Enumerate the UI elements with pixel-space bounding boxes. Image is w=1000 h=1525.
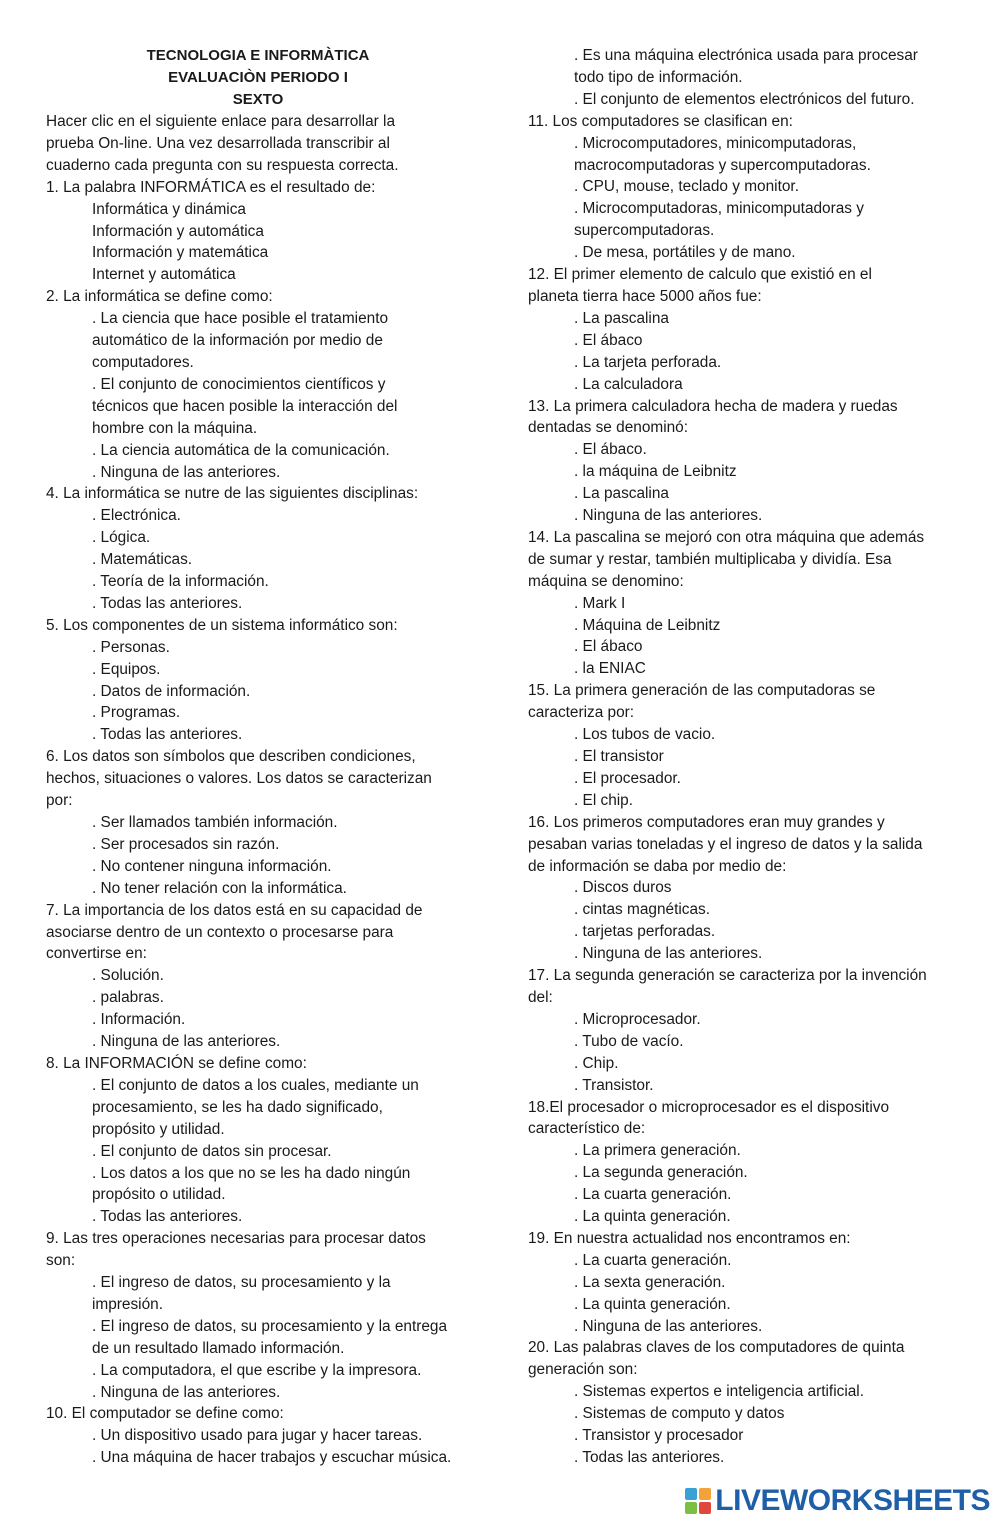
answer-option: . El procesador. (574, 769, 681, 787)
answer-option: . Ninguna de las anteriores. (574, 1317, 763, 1335)
answer-option: . Discos duros (574, 879, 672, 897)
answer-option: . Ninguna de las anteriores. (574, 945, 763, 963)
answer-option: . Datos de información. (92, 682, 251, 700)
answer-option: . Matemáticas. (92, 551, 193, 569)
answer-option: . Todas las anteriores. (574, 1449, 725, 1466)
answer-option: automático de la información por medio de (92, 332, 383, 350)
answer-option: Información y matemática (92, 244, 269, 262)
answer-option: . Solución. (92, 967, 164, 985)
answer-option: propósito o utilidad. (92, 1186, 226, 1204)
question-line: convertirse en: (46, 945, 147, 963)
answer-option: . Todas las anteriores. (92, 726, 243, 744)
instruction-line: Hacer clic en el siguiente enlace para desarrollar la (46, 113, 396, 130)
answer-option: . El transistor (574, 748, 664, 765)
header-evaluation: EVALUACIÒN PERIODO I (168, 69, 348, 86)
answer-option: de un resultado llamado información. (92, 1339, 345, 1357)
question-line: 6. Los datos son símbolos que describen condiciones, (46, 748, 416, 766)
answer-option: . palabras. (92, 989, 164, 1007)
answer-option: macrocomputadoras y supercomputadoras. (574, 156, 871, 174)
answer-option: . La calculadora (574, 375, 683, 393)
answer-option: . Los datos a los que no se les ha dado ningún (92, 1164, 411, 1182)
left-column (46, 45, 486, 1469)
question-line: 7. La importancia de los datos está en su capacidad de (46, 901, 423, 919)
right-column (528, 45, 978, 1469)
answer-option: . Sistemas expertos e inteligencia artificial. (574, 1383, 864, 1401)
answer-option: . Todas las anteriores. (92, 594, 243, 612)
header-subject: TECNOLOGIA E INFORMÀTICA (146, 47, 370, 64)
question-line: 13. La primera calculadora hecha de madera y ruedas (528, 397, 898, 415)
answer-option: . Ninguna de las anteriores. (574, 507, 763, 525)
question-line: del: (528, 988, 553, 1006)
answer-option: propósito y utilidad. (92, 1120, 225, 1138)
answer-option: . Ninguna de las anteriores. (92, 1033, 281, 1051)
logo-text: LIVEWORKSHEETS (715, 1484, 990, 1518)
instructions (46, 111, 486, 177)
answer-option: . La segunda generación. (574, 1164, 748, 1182)
answer-option: . La primera generación. (574, 1142, 741, 1160)
answer-option: supercomputadoras. (574, 222, 715, 240)
question-line: característico de: (528, 1120, 646, 1138)
liveworksheets-logo-icon (685, 1488, 711, 1514)
instruction-line: prueba On-line. Una vez desarrollada transcribir al (46, 134, 390, 152)
answer-option: . Transistor. (574, 1076, 654, 1094)
answer-option: . La cuarta generación. (574, 1251, 732, 1269)
question-line: hechos, situaciones o valores. Los datos se caracterizan (46, 770, 432, 788)
question-line: 16. Los primeros computadores eran muy grandes y (528, 813, 885, 831)
answer-option: . El ábaco (574, 638, 643, 656)
answer-option: . La computadora, el que escribe y la impresora. (92, 1361, 422, 1379)
question-line: 18.El procesador o microprocesador es el dispositivo (528, 1098, 890, 1116)
answer-option: . Todas las anteriores. (92, 1208, 243, 1226)
question-line: 20. Las palabras claves de los computadores de quinta (528, 1339, 905, 1357)
answer-option: . El conjunto de datos sin procesar. (92, 1142, 332, 1160)
answer-option: . la máquina de Leibnitz (574, 463, 737, 481)
question-line: planeta tierra hace 5000 años fue: (528, 287, 762, 305)
question-line: de información se daba por medio de: (528, 857, 787, 875)
answer-option: . Los tubos de vacio. (574, 726, 716, 744)
question-line: 4. La informática se nutre de las siguientes disciplinas: (46, 485, 419, 503)
answer-option: . El ábaco (574, 331, 643, 349)
answer-option: . Microprocesador. (574, 1010, 701, 1028)
answer-option: . Teoría de la información. (92, 573, 269, 591)
answer-option: . La quinta generación. (574, 1208, 731, 1226)
answer-option: . cintas magnéticas. (574, 901, 711, 919)
question-line: son: (46, 1252, 76, 1270)
answer-option: . La tarjeta perforada. (574, 353, 722, 371)
answer-option: . Información. (92, 1011, 186, 1029)
answer-option: . Una máquina de hacer trabajos y escuchar música. (92, 1449, 452, 1467)
question-line: asociarse dentro de un contexto o procesarse para (46, 923, 394, 941)
answer-option: . Transistor y procesador (574, 1427, 744, 1445)
answer-option: . Lógica. (92, 529, 151, 547)
question-line: 2. La informática se define como: (46, 288, 273, 306)
answer-option: . El ingreso de datos, su procesamiento y la (92, 1274, 391, 1292)
answer-option: . El ingreso de datos, su procesamiento y la entrega (92, 1317, 448, 1335)
answer-option: . La ciencia automática de la comunicación. (92, 441, 390, 459)
answer-option: . Mark I (574, 594, 626, 612)
header-grade: SEXTO (232, 91, 284, 108)
answer-option: Información y automática (92, 222, 264, 240)
answer-option: procesamiento, se les ha dado significado, (92, 1098, 383, 1116)
answer-option: . Máquina de Leibnitz (574, 616, 721, 634)
answer-option: todo tipo de información. (574, 68, 743, 86)
answer-option: . Ser procesados sin razón. (92, 835, 280, 853)
answer-option: . Programas. (92, 704, 181, 722)
answer-option: Informática y dinámica (92, 200, 246, 218)
document-header (46, 45, 470, 111)
answer-option: técnicos que hacen posible la interacción del (92, 397, 398, 415)
answer-option: . Microcomputadoras, minicomputadoras y (574, 200, 864, 218)
question-line: 17. La segunda generación se caracteriza por la invención (528, 967, 927, 985)
instruction-line: cuaderno cada pregunta con su respuesta correcta. (46, 156, 399, 174)
answer-option: . Personas. (92, 638, 170, 656)
answer-option: . La quinta generación. (574, 1295, 731, 1313)
question-line: 19. En nuestra actualidad nos encontramos en: (528, 1229, 851, 1247)
answer-option: . La pascalina (574, 485, 669, 503)
answer-option: . Tubo de vacío. (574, 1032, 684, 1050)
answer-option: . Chip. (574, 1054, 619, 1072)
answer-option: . la ENIAC (574, 660, 646, 678)
question-line: 15. La primera generación de las computadoras se (528, 682, 876, 700)
answer-option: . El chip. (574, 791, 634, 809)
question-line: dentadas se denominó: (528, 419, 689, 437)
answer-option: Internet y automática (92, 266, 236, 284)
question-line: 1. La palabra INFORMÁTICA es el resultado de: (46, 178, 376, 196)
right-question-list (528, 45, 978, 1469)
answer-option: . Electrónica. (92, 507, 181, 525)
answer-option: . La sexta generación. (574, 1273, 726, 1291)
answer-option: . La ciencia que hace posible el tratamiento (92, 310, 389, 328)
question-line: 8. La INFORMACIÓN se define como: (46, 1054, 307, 1072)
answer-option: . Un dispositivo usado para jugar y hacer tareas. (92, 1427, 423, 1445)
answer-option: . CPU, mouse, teclado y monitor. (574, 178, 799, 196)
question-line: 10. El computador se define como: (46, 1405, 284, 1423)
question-line: pesaban varias toneladas y el ingreso de datos y la salida (528, 835, 923, 853)
answer-option: . No contener ninguna información. (92, 857, 332, 875)
answer-option: impresión. (92, 1295, 163, 1313)
answer-option: . Es una máquina electrónica usada para procesar (574, 47, 918, 64)
answer-option: . Ninguna de las anteriores. (92, 463, 281, 481)
answer-option: . La pascalina (574, 309, 669, 327)
question-line: 12. El primer elemento de calculo que existió en el (528, 266, 872, 284)
question-line: caracteriza por: (528, 704, 635, 722)
answer-option: . El conjunto de datos a los cuales, mediante un (92, 1076, 419, 1094)
answer-option: . El conjunto de conocimientos científicos y (92, 375, 386, 393)
answer-option: . No tener relación con la informática. (92, 879, 347, 897)
question-line: de sumar y restar, también multiplicaba y dividía. Esa (528, 550, 892, 568)
question-line: por: (46, 792, 73, 810)
answer-option: . De mesa, portátiles y de mano. (574, 244, 796, 262)
answer-option: . Microcomputadores, minicomputadoras, (574, 134, 857, 152)
left-question-list (46, 177, 486, 1469)
question-line: máquina se denomino: (528, 572, 684, 590)
answer-option: . La cuarta generación. (574, 1186, 732, 1204)
question-line: 11. Los computadores se clasifican en: (528, 112, 793, 130)
answer-option: . Ser llamados también información. (92, 814, 338, 831)
answer-option: . Equipos. (92, 660, 161, 678)
answer-option: . El ábaco. (574, 441, 647, 459)
answer-option: . Ninguna de las anteriores. (92, 1383, 281, 1401)
liveworksheets-logo (685, 1481, 990, 1521)
answer-option: . Sistemas de computo y datos (574, 1405, 785, 1423)
answer-option: . El conjunto de elementos electrónicos del futuro. (574, 90, 915, 108)
answer-option: hombre con la máquina. (92, 419, 258, 437)
question-line: 9. Las tres operaciones necesarias para procesar datos (46, 1230, 426, 1248)
question-line: 5. Los componentes de un sistema informático son: (46, 616, 398, 634)
answer-option: computadores. (92, 353, 194, 371)
question-line: generación son: (528, 1361, 638, 1379)
question-line: 14. La pascalina se mejoró con otra máquina que además (528, 528, 925, 546)
answer-option: . tarjetas perforadas. (574, 923, 716, 941)
